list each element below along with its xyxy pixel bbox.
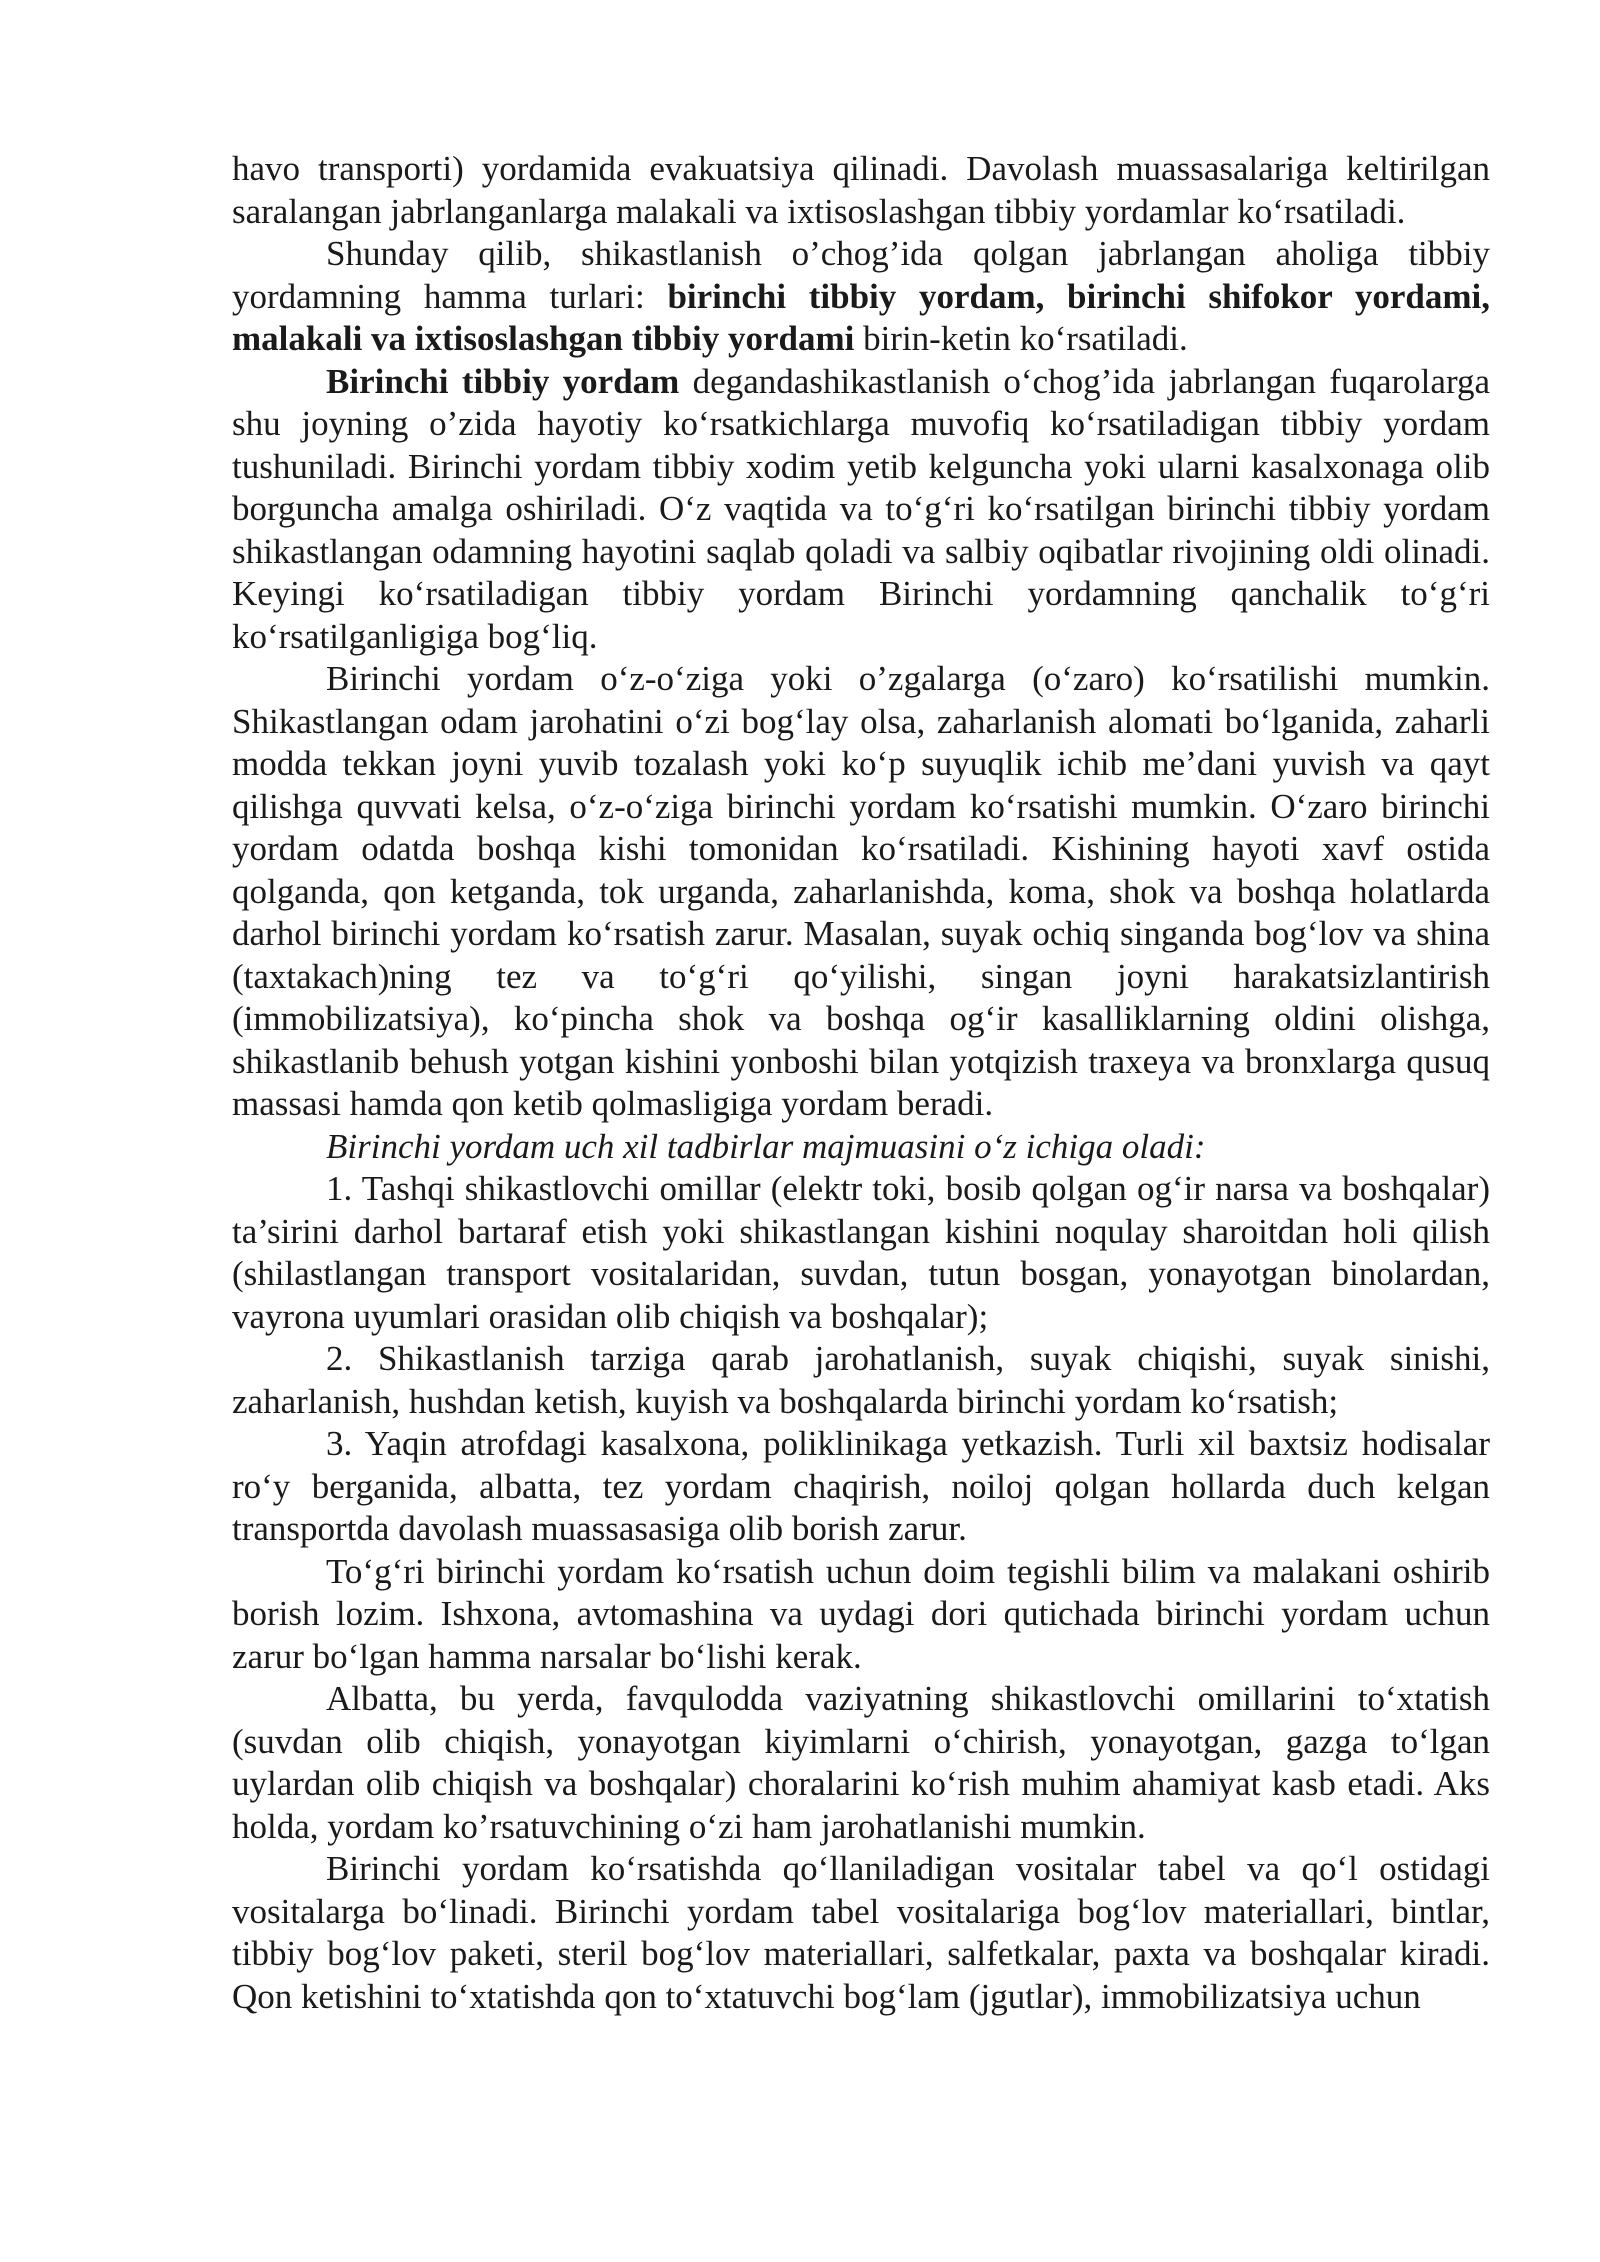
list-item-3: 3. Yaqin atrofdagi kasalxona, poliklinikaga yetkazish. Turli xil baxtsiz hodisalar ro‘y berganida, albatta, tez yordam chaqirish, noiloj qolgan hollarda duch kelgan transportda davolash muassasasiga olib borish zarur. bbox=[232, 1424, 1490, 1548]
list-item-2: 2. Shikastlanish tarziga qarab jarohatlanish, suyak chiqishi, suyak sinishi, zaharlanish, hushdan ketish, kuyish va boshqalarda birinchi yordam ko‘rsatish; bbox=[232, 1339, 1490, 1421]
paragraph-evacuation: havo transporti) yordamida evakuatsiya qilinadi. Davolash muassasalariga keltirilgan saralangan jabrlanganlarga malakali va ixtisoslashgan tibbiy yordamlar ko‘rsatiladi. bbox=[232, 149, 1490, 231]
paragraph-aid-tools: Birinchi yordam ko‘rsatishda qo‘llaniladigan vositalar tabel va qo‘l ostidagi vositalarga bo‘linadi. Birinchi yordam tabel vositalariga bog‘lov materiallari, bintlar, tibbiy bog‘lov paketi, steril bog‘lov materiallari, salfetkalar, paxta va boshqalar kiradi. Qon ketishini to‘xtatishda qon to‘xtatuvchi bog‘lam (jgutlar), immobilizatsiya uchun bbox=[232, 1849, 1490, 2016]
document-page bbox=[232, 148, 1490, 2018]
paragraph-knowledge: To‘g‘ri birinchi yordam ko‘rsatish uchun doim tegishli bilim va malakani oshirib borish lozim. Ishxona, avtomashina va uydagi dori qutichada birinchi yordam uchun zarur bo‘lgan hamma narsalar bo‘lishi kerak. bbox=[232, 1551, 1490, 1676]
paragraph-three-measures-heading bbox=[232, 1126, 1490, 1169]
paragraph-first-aid-definition bbox=[232, 361, 1490, 659]
paragraph-stop-factors: Albatta, bu yerda, favqulodda vaziyatning shikastlovchi omillarini to‘xtatish (suvdan olib chiqish, yonayotgan kiyimlarni o‘chirish, yonayotgan, gazga to‘lgan uylardan olib chiqish va boshqalar) choralarini ko‘rish muhim ahamiyat kasb etadi. Aks holda, yordam ko’rsatuvchining o‘zi ham jarohatlanishi mumkin. bbox=[232, 1679, 1490, 1846]
text-run: Shunday qilib, shikastlanish o’chog’ida qolgan jabrlangan aholiga tibbiy yordamning hamma turlari: bbox=[232, 234, 1490, 316]
paragraph-self-and-mutual-aid: Birinchi yordam o‘z-o‘ziga yoki o’zgalarga (o‘zaro) ko‘rsatilishi mumkin. Shikastlangan odam jarohatini o‘zi bog‘lay olsa, zaharlanish alomati bo‘lganida, zaharli modda tekkan joyni yuvib tozalash yoki ko‘p suyuqlik ichib me’dani yuvish va qayt qilishga quvvati kelsa, o‘z-o‘ziga birinchi yordam ko‘rsatishi mumkin. O‘zaro birinchi yordam odatda boshqa kishi tomonidan ko‘rsatiladi. Kishining hayoti xavf ostida qolganda, qon ketganda, tok urganda, zaharlanishda, koma, shok va boshqa holatlarda darhol birinchi yordam ko‘rsatish zarur. Masalan, suyak ochiq singanda bog‘lov va shina (taxtakach)ning tez va to‘g‘ri qo‘yilishi, singan joyni harakatsizlantirish (immobilizatsiya), ko‘pincha shok va boshqa og‘ir kasalliklarning oldini olishga, shikastlanib behush yotgan kishini yonboshi bilan yotqizish traxeya va bronxlarga qusuq massasi hamda qon ketib qolmasligiga yordam beradi. bbox=[232, 659, 1490, 1123]
text-run: degandashikastlanish o‘chog’ida jabrlangan fuqarolarga shu joyning o’zida hayotiy ko‘rsatkichlarga muvofiq ko‘rsatiladigan tibbiy yordam tushuniladi. Birinchi yordam tibbiy xodim yetib kelguncha yoki ularni kasalxonaga olib borguncha amalga oshiriladi. O‘z vaqtida va to‘g‘ri ko‘rsatilgan birinchi tibbiy yordam shikastlangan odamning hayotini saqlab qoladi va salbiy oqibatlar rivojining oldi olinadi. Keyingi ko‘rsatiladigan tibbiy yordam Birinchi yordamning qanchalik to‘g‘ri ko‘rsatilganligiga bog‘liq. bbox=[232, 361, 1490, 656]
bold-aid-types: birinchi tibbiy yordam, birinchi shifokor yordami, malakali va ixtisoslashgan tibbiy yordami bbox=[232, 276, 1490, 358]
bold-term-first-aid: Birinchi tibbiy yordam bbox=[326, 361, 680, 401]
paragraph-types-of-aid bbox=[232, 233, 1490, 361]
italic-heading: Birinchi yordam uch xil tadbirlar majmuasini o‘z ichiga oladi: bbox=[326, 1126, 1206, 1166]
list-item-1: 1. Tashqi shikastlovchi omillar (elektr toki, bosib qolgan og‘ir narsa va boshqalar) ta’sirini darhol bartaraf etish yoki shikastlangan kishini noqulay sharoitdan holi qilish (shilastlangan transport vositalaridan, suvdan, tutun bosgan, yonayotgan binolardan, vayrona uyumlari orasidan olib chiqish va boshqalar); bbox=[232, 1169, 1490, 1336]
text-run: birin-ketin ko‘rsatiladi. bbox=[854, 319, 1188, 358]
